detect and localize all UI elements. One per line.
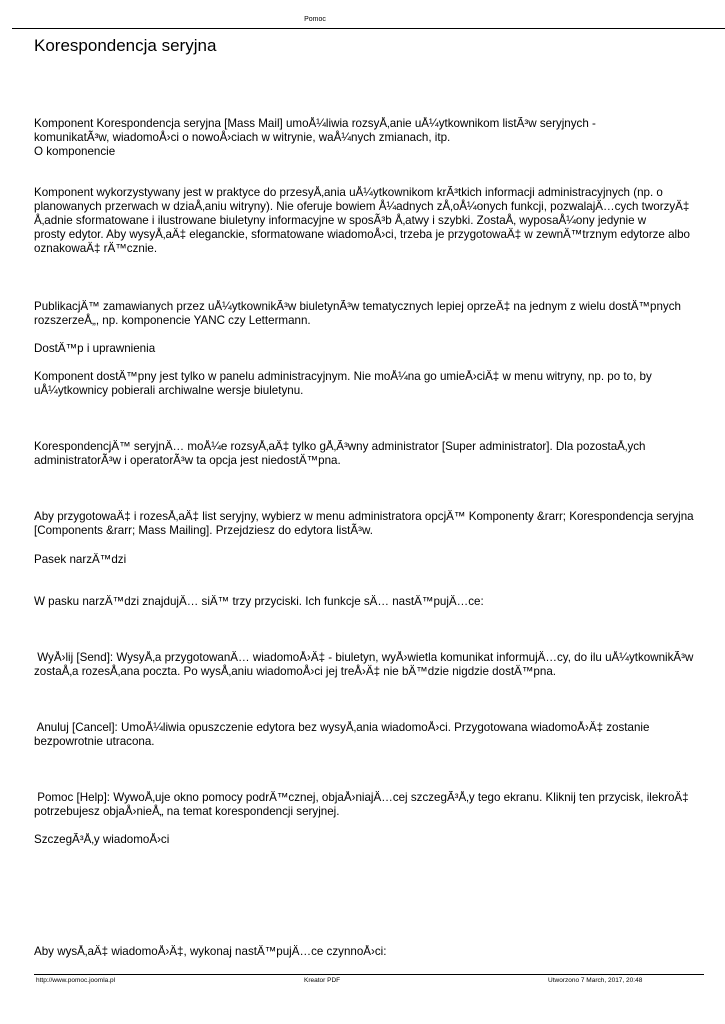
text-line: Anuluj [Cancel]: UmoÅ¼liwia opuszczenie edytora bez wysyÅ‚ania wiadomoÅ›ci. Przygotowana wiadomoÅ›Ä‡ zostanie	[34, 721, 650, 734]
text-line: rozszerzeÅ„, np. komponencie YANC czy Lettermann.	[34, 314, 311, 327]
paragraph-permissions	[34, 440, 725, 468]
text-line: oznakowaÄ‡ rÄ™cznie.	[34, 242, 158, 255]
text-line: Komponent Korespondencja seryjna [Mass Mail] umoÅ¼liwia rozsyÅ‚anie uÅ¼ytkownikom listÃ³w seryjnych -	[34, 117, 596, 130]
text-line: KorespondencjÄ™ seryjnÄ… moÅ¼e rozsyÅ‚aÄ‡ tylko gÅ‚Ã³wny administrator [Super administrator]. Dla pozostaÅ‚ych	[34, 440, 646, 453]
text-line: bezpowrotnie utracona.	[34, 735, 155, 748]
text-line: WyÅ›lij [Send]: WysyÅ‚a przygotowanÄ… wiadomoÅ›Ä‡ - biuletyn, wyÅ›wietla komunikat informujÄ…cy, do ilu uÅ¼ytkownikÃ³w	[34, 651, 694, 664]
paragraph-access	[34, 370, 725, 398]
paragraph-cancel	[34, 721, 725, 749]
paragraph-toolbar	[34, 595, 725, 609]
text-line: administratorÃ³w i operatorÃ³w ta opcja jest niedostÄ™pna.	[34, 454, 341, 467]
section-heading-access	[34, 342, 725, 356]
footer-divider	[34, 974, 704, 975]
paragraph-help	[34, 791, 725, 819]
header-divider	[12, 28, 725, 29]
text-line: uÅ¼ytkownicy pobierali archiwalne wersje biuletynu.	[34, 384, 304, 397]
text-line: zostaÅ‚a rozesÅ‚ana poczta. Po wysÅ‚aniu wiadomoÅ›ci jej treÅ›Ä‡ nie bÄ™dzie nigdzie dostÄ™pna.	[34, 665, 556, 678]
text-line: Aby przygotowaÄ‡ i rozesÅ‚aÄ‡ list seryjny, wybierz w menu administratora opcjÄ™ Komponenty &rarr; Korespondencja seryjna	[34, 510, 694, 523]
text-line: PublikacjÄ™ zamawianych przez uÅ¼ytkownikÃ³w biuletynÃ³w tematycznych lepiej oprzeÄ‡ na jednym z wielu dostÄ™pnych	[34, 300, 681, 313]
page-header-title: Pomoc	[304, 16, 326, 23]
text-line: Pasek narzÄ™dzi	[34, 553, 127, 566]
paragraph-navigation	[34, 510, 725, 538]
text-line: planowanych przerwach w dziaÅ‚aniu witryny). Nie oferuje bowiem Å¼adnych zÅ‚oÅ¼onych funkcji, pozwalajÄ…cych tworzyÄ‡	[34, 200, 690, 213]
paragraph-send	[34, 651, 725, 679]
text-line: W pasku narzÄ™dzi znajdujÄ… siÄ™ trzy przyciski. Ich funkcje sÄ… nastÄ™pujÄ…ce:	[34, 595, 484, 608]
text-line: Pomoc [Help]: WywoÅ‚uje okno pomocy podrÄ™cznej, objaÅ›niajÄ…cej szczegÃ³Å‚y tego ekranu. Kliknij ten przycisk, ilekroÄ‡	[34, 791, 689, 804]
footer-url: http://www.pomoc.joomla.pl	[36, 977, 116, 984]
text-line: Komponent dostÄ™pny jest tylko w panelu administracyjnym. Nie moÅ¼na go umieÅ›ciÄ‡ w menu witryny, np. po to, by	[34, 370, 652, 383]
text-line: [Components &rarr; Mass Mailing]. Przejdziesz do edytora listÃ³w.	[34, 524, 373, 537]
text-line: komunikatÃ³w, wiadomoÅ›ci o nowoÅ›ciach w witrynie, waÅ¼nych zmianach, itp.	[34, 131, 451, 144]
text-line: Aby wysÅ‚aÄ‡ wiadomoÅ›Ä‡, wykonaj nastÄ™pujÄ…ce czynnoÅ›ci:	[34, 945, 387, 958]
footer-created-date: Utworzono 7 March, 2017, 20:48	[548, 977, 643, 984]
section-heading-toolbar	[34, 553, 725, 567]
text-line: potrzebujesz objaÅ›nieÅ„ na temat korespondencji seryjnej.	[34, 805, 340, 818]
paragraph-intro	[34, 117, 725, 159]
text-line: Komponent wykorzystywany jest w praktyce do przesyÅ‚ania uÅ¼ytkownikom krÃ³tkich informacji administracyjnych (np. o	[34, 186, 663, 199]
text-line: O komponencie	[34, 145, 116, 158]
footer-generator: Kreator PDF	[304, 977, 341, 984]
page-title: Korespondencja seryjna	[34, 36, 217, 55]
section-heading-message-details	[34, 833, 725, 847]
text-line: SzczegÃ³Å‚y wiadomoÅ›ci	[34, 833, 170, 846]
paragraph-send-steps	[34, 945, 725, 959]
paragraph-extensions	[34, 300, 725, 328]
text-line: prosty edytor. Aby wysyÅ‚aÄ‡ eleganckie, sformatowane wiadomoÅ›ci, trzeba je przygotowaÄ‡ w zewnÄ™trznym edytorze albo	[34, 228, 690, 241]
paragraph-usage	[34, 186, 725, 256]
text-line: Å‚adnie sformatowane i ilustrowane biuletyny informacyjne w sposÃ³b Å‚atwy i szybki. ZostaÅ‚ wyposaÅ¼ony jedynie w	[34, 214, 647, 227]
text-line: DostÄ™p i uprawnienia	[34, 342, 156, 355]
